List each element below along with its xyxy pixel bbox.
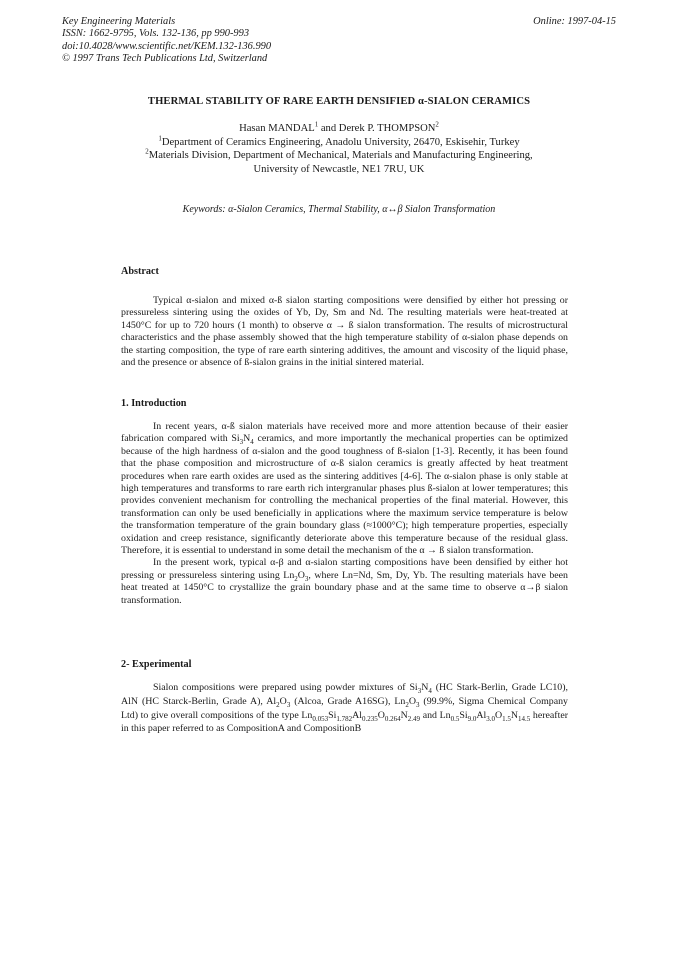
author-block <box>0 122 678 176</box>
experimental-paragraph-1: Sialon compositions were prepared using powder mixtures of $Si_3N_4$ (HC Stark-Berlin, Grade LC10), AlN (HC Starck-Berlin, Grade A), $Al_2O_3$ (Alcoa, Grade A16SG), $Ln_2O_3$ (99.9%, Sigma Chemical Company Ltd) to give overall compositions of the type $Ln_{0.053}Si_{1.782}Al_{0.235}O_{0.264}N_{2.49}$ and $Ln_{0.5}Si_{9.0}Al_{3.0}O_{1.5}N_{14.5}$ hereafter in this paper referred to as CompositionA and CompositionB <box>121 682 568 735</box>
journal-name: Key Engineering Materials <box>62 16 176 27</box>
keywords <box>0 204 678 215</box>
introduction-paragraph-1: In recent years, α-ß sialon materials have received more and more attention because of their easier fabrication compared with $Si_3N_4$ ceramics, and more importantly the mechanical properties can be optimized because of the high hardness of α-sialon and the good toughness of ß-sialon [1-3]. Recently, it has been found that the phase composition and microstructure of α-ß sialon ceramics is greatly affected by heat treatment procedures when rare earth oxides are used as the sintering additives [4-6]. The α-sialon phase is only stable at high temperatures and transforms to rare earth rich intergranular phases plus ß-sialon at lower temperatures; this provides convenient mechanism for controlling the mechanical properties of the final material. However, this transformation can only be used beneficially in applications where the maximum service temperature is below the transformation temperature of the grain boundary glass (≈1000°C); high temperature properties, especially oxidation and creep resistance, significantly deteriorate above this temperature because of the residual glass. Therefore, it is essential to understand in some detail the mechanism of the α → ß sialon transformation. <box>121 421 568 557</box>
affiliation-1: $^1$Department of Ceramics Engineering, Anadolu University, 26470, Eskisehir, Turkey <box>158 134 520 148</box>
introduction-body <box>121 421 568 607</box>
online-date: Online: 1997-04-15 <box>533 16 616 27</box>
journal-copyright: © 1997 Trans Tech Publications Ltd, Switzerland <box>62 53 268 65</box>
abstract-heading: Abstract <box>121 266 159 277</box>
affiliation-2: $^2$Materials Division, Department of Mechanical, Materials and Manufacturing Engineering, <box>145 147 533 162</box>
author-names: Hasan MANDAL$^1$ and Derek P. THOMPSON$^2$ <box>239 120 439 134</box>
abstract-body: Typical α-sialon and mixed α-ß sialon starting compositions were densified by either hot pressing or pressureless sintering using the oxides of Yb, Dy, Sm and Nd. The resulting materials were heat-treated at 1450°C for up to 720 hours (1 month) to observe α → ß sialon transformation. The results of microstructural characteristics and the phase assembly showed that the high temperature stability of α-sialon phase depends on the starting composition, the type of rare earth sintering additives, the amount and viscosity of the liquid phase, and the presence or absence of ß-sialon grains in the initial sintered material. <box>121 295 568 369</box>
keywords-label: Keywords: <box>182 204 226 215</box>
introduction-heading: 1. Introduction <box>121 398 187 409</box>
affiliation-3: University of Newcastle, NE1 7RU, UK <box>253 163 425 175</box>
experimental-heading: 2- Experimental <box>121 659 192 670</box>
journal-issn: ISSN: 1662-9795, Vols. 132-136, pp 990-993 <box>62 28 250 40</box>
keywords-text: α-Sialon Ceramics, Thermal Stability, α↔β Sialon Transformation <box>228 204 496 215</box>
experimental-body <box>121 681 568 736</box>
journal-header <box>62 16 271 66</box>
paper-title: THERMAL STABILITY OF RARE EARTH DENSIFIED α-SIALON CERAMICS <box>147 96 531 107</box>
journal-doi: doi:10.4028/www.scientific.net/KEM.132-136.990 <box>62 40 272 52</box>
introduction-paragraph-2: In the present work, typical α-β and α-sialon starting compositions have been densified by either hot pressing or pressureless sintering using $Ln_2O_3$, where Ln=Nd, Sm, Dy, Yb. The resulting materials have been heat treated at 1450°C to crystallize the grain boundary phase and at the same time to observe α→β sialon transformation. <box>121 557 568 606</box>
